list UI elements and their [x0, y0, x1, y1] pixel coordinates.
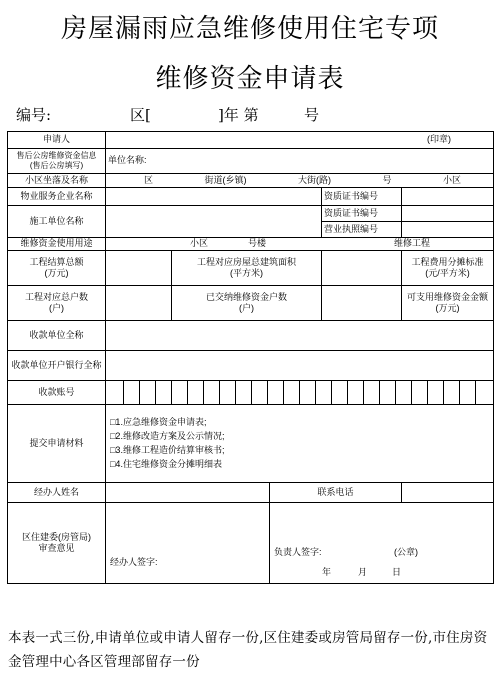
property-cert-label: 资质证书编号 — [322, 188, 402, 206]
account-digit-box[interactable] — [236, 381, 252, 404]
construction-license-label: 营业执照编号 — [322, 222, 402, 238]
material-checkbox-4[interactable]: □4.住宅维修资金分摊明细表 — [110, 459, 222, 470]
construction-license-field[interactable] — [402, 222, 494, 238]
usage-label: 维修资金使用用途 — [8, 238, 106, 251]
form-title-line1: 房屋漏雨应急维修使用住宅专项 — [60, 14, 439, 44]
after-sale-unit-field[interactable] — [106, 149, 494, 174]
handler-field[interactable] — [106, 483, 270, 503]
material-checkbox-2[interactable]: □2.维修改造方案及公示情况; — [110, 430, 225, 441]
households-label: 工程对应总户数 (户) — [8, 286, 106, 321]
usage-field[interactable] — [106, 238, 494, 251]
number-label: 编号: — [16, 106, 52, 124]
location-label: 小区坐落及名称 — [8, 174, 106, 188]
account-digit-box[interactable] — [204, 381, 220, 404]
materials-checklist — [106, 405, 494, 483]
construction-cert-field[interactable] — [402, 206, 494, 222]
applicant-label: 申请人 — [8, 132, 106, 149]
settlement-label: 工程结算总额 (万元) — [8, 251, 106, 286]
location-field[interactable] — [106, 174, 494, 188]
households-field[interactable] — [106, 286, 172, 321]
row-opinion — [8, 503, 494, 584]
location-number: 号 — [382, 174, 392, 185]
account-digit-box[interactable] — [428, 381, 444, 404]
account-digit-box[interactable] — [380, 381, 396, 404]
handler-label: 经办人姓名 — [8, 483, 106, 503]
usage-community: 小区 — [190, 238, 209, 248]
account-digit-box[interactable] — [220, 381, 236, 404]
paid-households-label: 已交纳维修资金户数 (户) — [172, 286, 322, 321]
location-community: 小区 — [442, 174, 461, 185]
phone-label: 联系电话 — [270, 483, 402, 503]
date-day: 日 — [392, 567, 402, 577]
row-after-sale — [8, 149, 494, 174]
account-digit-box[interactable] — [156, 381, 172, 404]
account-digit-box[interactable] — [460, 381, 476, 404]
account-digit-box[interactable] — [348, 381, 364, 404]
location-district: 区 — [144, 174, 154, 185]
row-payee — [8, 321, 494, 351]
usage-project: 维修工程 — [394, 238, 431, 248]
handler-sign-label: 经办人签字: — [110, 557, 158, 567]
opinion-label: 区住建委(房管局)审查意见 — [8, 503, 106, 584]
account-digit-box[interactable] — [108, 381, 124, 404]
account-digit-box[interactable] — [252, 381, 268, 404]
standard-label: 工程费用分摊标准 (元/平方米) — [402, 251, 494, 286]
usage-building: 号楼 — [248, 238, 267, 248]
construction-label: 施工单位名称 — [8, 206, 106, 238]
account-digit-box[interactable] — [396, 381, 412, 404]
date-year: 年 — [322, 567, 332, 577]
property-cert-field[interactable] — [402, 188, 494, 206]
account-digits[interactable] — [106, 381, 494, 405]
location-street: 街道(乡镇) — [204, 174, 247, 185]
payee-label: 收款单位全称 — [8, 321, 106, 351]
row-settlement — [8, 251, 494, 286]
row-account — [8, 381, 494, 405]
construction-field[interactable] — [106, 206, 322, 238]
account-digit-box[interactable] — [140, 381, 156, 404]
account-digit-box[interactable] — [268, 381, 284, 404]
account-digit-box[interactable] — [364, 381, 380, 404]
form-number-line — [12, 104, 492, 126]
applicant-field[interactable] — [106, 132, 494, 149]
row-households — [8, 286, 494, 321]
area-label: 工程对应房屋总建筑面积 (平方米) — [172, 251, 322, 286]
unit-name-label: 单位名称: — [108, 155, 147, 166]
account-digit-box[interactable] — [476, 381, 491, 404]
account-digit-box[interactable] — [444, 381, 460, 404]
account-digit-box[interactable] — [332, 381, 348, 404]
material-checkbox-3[interactable]: □3.维修工程造价结算审核书; — [110, 445, 225, 455]
after-sale-label: 售后公房维修资金信息 (售后公房填写) — [8, 149, 106, 174]
leader-sign-label: 负责人签字: — [274, 547, 322, 557]
row-bank — [8, 351, 494, 381]
number-year: ]年 第 — [218, 106, 259, 124]
bank-field[interactable] — [106, 351, 494, 381]
row-construction-1 — [8, 206, 494, 222]
available-amount-label: 可支用维修资金金额 (万元) — [402, 286, 494, 321]
row-handler — [8, 483, 494, 503]
application-form-table — [7, 131, 494, 584]
footer-note: 本表一式三份,申请单位或申请人留存一份,区住建委或房管局留存一份,市住房资金管理中心各区管理部留存一份 — [8, 630, 488, 670]
row-property-company — [8, 188, 494, 206]
opinion-handler-area[interactable] — [106, 503, 270, 584]
account-label: 收款账号 — [8, 381, 106, 405]
account-digit-box[interactable] — [124, 381, 140, 404]
materials-label: 提交申请材料 — [8, 405, 106, 483]
official-seal-label: (公章) — [394, 547, 418, 557]
location-road: 大街(路) — [297, 174, 331, 185]
account-digit-box[interactable] — [172, 381, 188, 404]
property-company-label: 物业服务企业名称 — [8, 188, 106, 206]
number-suffix: 号 — [304, 106, 320, 124]
construction-cert-label: 资质证书编号 — [322, 206, 402, 222]
form-title-line2: 维修资金申请表 — [155, 64, 345, 94]
settlement-field[interactable] — [106, 251, 172, 286]
area-field[interactable] — [322, 251, 402, 286]
row-usage — [8, 238, 494, 251]
payee-field[interactable] — [106, 321, 494, 351]
row-applicant — [8, 132, 494, 149]
property-company-field[interactable] — [106, 188, 322, 206]
applicant-seal: (印章) — [427, 134, 452, 145]
account-digit-box[interactable] — [284, 381, 300, 404]
paid-households-field[interactable] — [322, 286, 402, 321]
phone-field[interactable] — [402, 483, 494, 503]
account-digit-box[interactable] — [412, 381, 428, 404]
bank-label: 收款单位开户银行全称 — [8, 351, 106, 381]
account-digit-box[interactable] — [188, 381, 204, 404]
date-month: 月 — [358, 567, 368, 577]
account-digit-box[interactable] — [316, 381, 332, 404]
row-location — [8, 174, 494, 188]
account-digit-box[interactable] — [300, 381, 316, 404]
opinion-leader-area[interactable] — [270, 503, 494, 584]
material-checkbox-1[interactable]: □1.应急维修资金申请表; — [110, 416, 207, 427]
row-materials — [8, 405, 494, 483]
number-district: 区[ — [130, 106, 151, 124]
